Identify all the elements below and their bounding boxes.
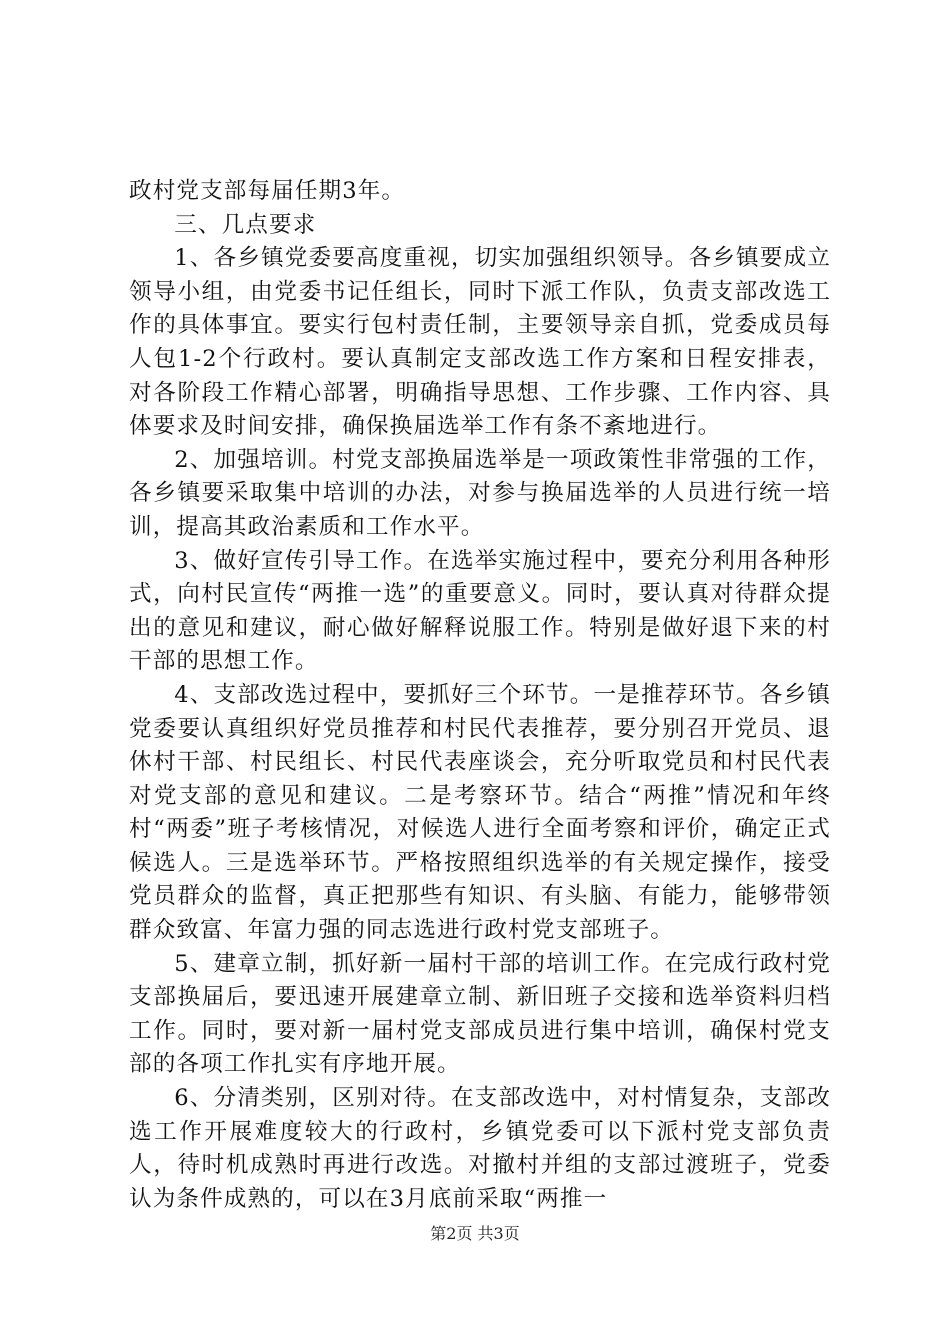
section-heading: 三、几点要求 (174, 211, 317, 238)
paragraph-item-2: 2、加强培训。村党支部换届选举是一项政策性非常强的工作，各乡镇要采取集中培训的办法，对参与换届选举的人员进行统一培训，提高其政治素质和工作水平。 (129, 446, 831, 540)
paragraph-item-1: 1、各乡镇党委要高度重视，切实加强组织领导。各乡镇要成立领导小组，由党委书记任组长，同时下派工作队，负责支部改选工作的具体事宜。要实行包村责任制，主要领导亲自抓，党委成员每人包1-2个行政村。要认真制定支部改选工作方案和日程安排表，对各阶段工作精心部署，明确指导思想、工作步骤、工作内容、具体要求及时间安排，确保换届选举工作有条不紊地进行。 (129, 245, 831, 440)
paragraph-item-4: 4、支部改选过程中，要抓好三个环节。一是推荐环节。各乡镇党委要认真组织好党员推荐和村民代表推荐，要分别召开党员、退休村干部、村民组长、村民代表座谈会，充分听取党员和村民代表对党支部的意见和建议。二是考察环节。结合“两推”情况和年终村“两委”班子考核情况，对候选人进行全面考察和评价，确定正式候选人。三是选举环节。严格按照组织选举的有关规定操作，接受党员群众的监督，真正把那些有知识、有头脑、有能力，能够带领群众致富、年富力强的同志选进行政村党支部班子。 (129, 681, 831, 944)
paragraph-item-3: 3、做好宣传引导工作。在选举实施过程中，要充分利用各种形式，向村民宣传“两推一选”的重要意义。同时，要认真对待群众提出的意见和建议，耐心做好解释说服工作。特别是做好退下来的村干部的思想工作。 (129, 547, 831, 675)
paragraph-item-5: 5、建章立制，抓好新一届村干部的培训工作。在完成行政村党支部换届后，要迅速开展建章立制、新旧班子交接和选举资料归档工作。同时，要对新一届村党支部成员进行集中培训，确保村党支部的各项工作扎实有序地开展。 (129, 950, 831, 1078)
paragraph-item-6: 6、分清类别，区别对待。在支部改选中，对村情复杂，支部改选工作开展难度较大的行政村，乡镇党委可以下派村党支部负责人，待时机成熟时再进行改选。对撤村并组的支部过渡班子，党委认为条件成熟的，可以在3月底前采取“两推一 (129, 1085, 831, 1212)
page-footer: 第2页 共3页 (430, 1224, 520, 1243)
paragraph-continuation: 政村党支部每届任期3年。 (129, 178, 406, 204)
document-body (129, 175, 831, 1216)
